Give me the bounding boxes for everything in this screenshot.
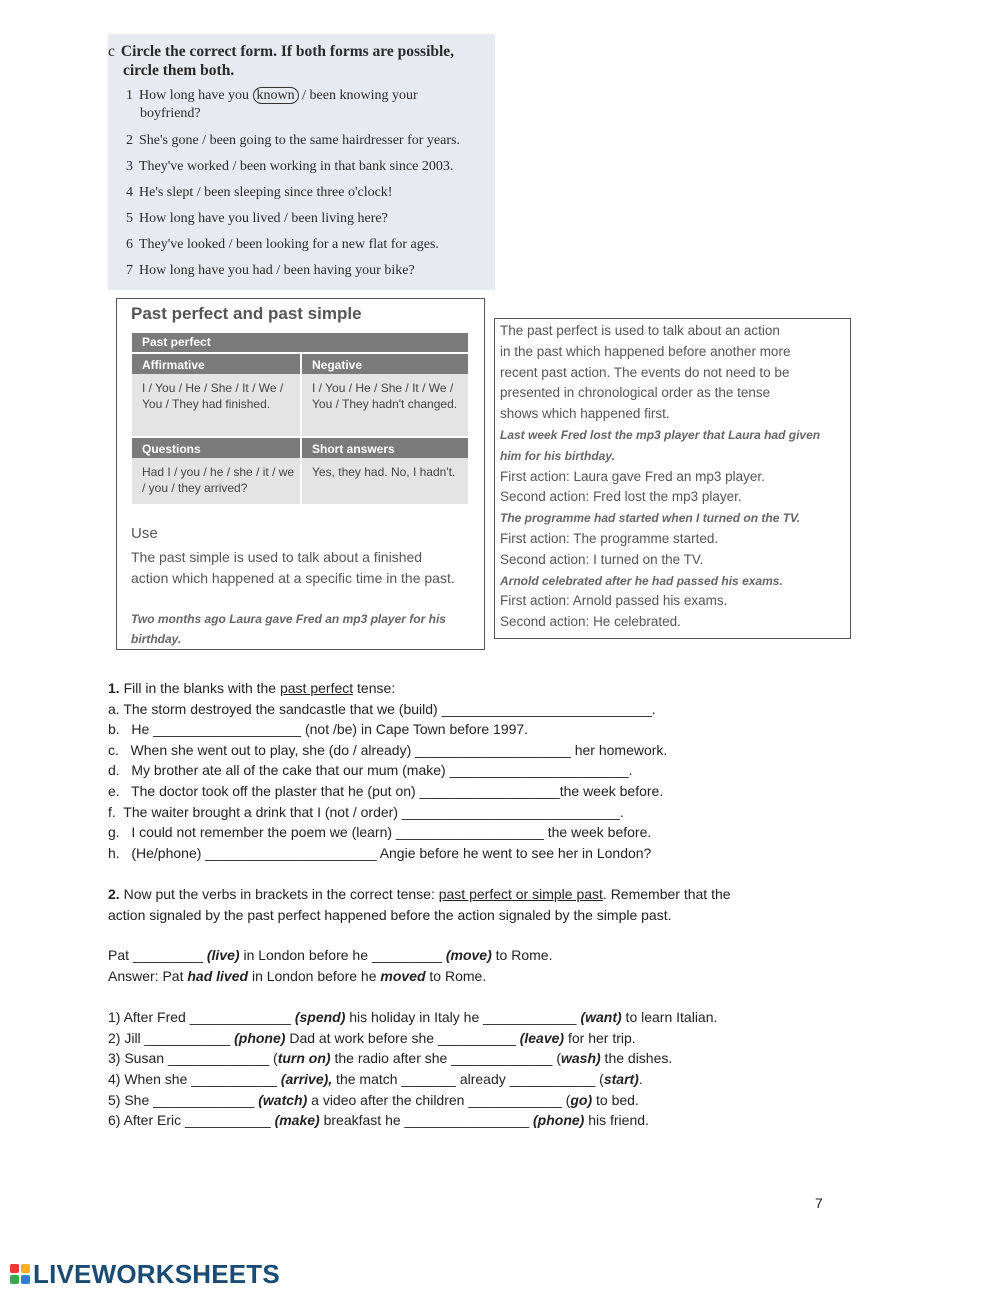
- exercise-1-item-f[interactable]: f. The waiter brought a drink that I (not / order) ____________________________.: [108, 804, 624, 820]
- page-number: 7: [815, 1195, 823, 1211]
- exercise-2-instruction: 2. Now put the verbs in brackets in the correct tense: past perfect or simple past. Remember that the: [108, 886, 731, 902]
- exercise-1-item-d[interactable]: d. My brother ate all of the cake that our mum (make) _______________________.: [108, 762, 633, 778]
- exercise-c-item-4: 4 He's slept / been sleeping since three o'clock!: [126, 185, 393, 200]
- grammar-line: Second action: Fred lost the mp3 player.: [500, 489, 742, 505]
- exercise-1-item-h[interactable]: h. (He/phone) ______________________ Angie before he went to see her in London?: [108, 845, 652, 861]
- exercise-2-item-3[interactable]: 3) Susan _____________ (turn on) the radio after she _____________ (wash) the dishes.: [108, 1050, 673, 1066]
- header-questions: Questions: [132, 436, 300, 458]
- liveworksheets-logo[interactable]: [10, 1259, 280, 1289]
- grammar-line: First action: Arnold passed his exams.: [500, 593, 728, 609]
- exercise-2-item-4[interactable]: 4) When she ___________ (arrive), the match _______ already ___________ (start).: [108, 1071, 643, 1087]
- exercise-1-item-b[interactable]: b. He ___________________ (not /be) in Cape Town before 1997.: [108, 721, 529, 737]
- grammar-example: Arnold celebrated after he had passed his exams.: [500, 573, 783, 588]
- grammar-line: shows which happened first.: [500, 406, 670, 422]
- cell-affirmative: I / You / He / She / It / We / You / They had finished.: [132, 374, 300, 436]
- grammar-example: him for his birthday.: [500, 448, 615, 463]
- circled-answer[interactable]: known: [253, 87, 299, 104]
- grammar-line: First action: The programme started.: [500, 530, 719, 546]
- cell-negative: I / You / He / She / It / We / You / They hadn't changed.: [300, 374, 468, 436]
- grammar-box-past-perfect: [494, 318, 851, 639]
- exercise-1-item-g[interactable]: g. I could not remember the poem we (learn) ___________________ the week before.: [108, 824, 652, 840]
- exercise-c-item-1: 1 How long have you known / been knowing your boyfriend?: [126, 88, 418, 121]
- exercise-2-example: Pat _________ (live) in London before he _________ (move) to Rome.: [108, 947, 553, 963]
- logo-icon: [10, 1264, 30, 1284]
- exercise-2-item-6[interactable]: 6) After Eric ___________ (make) breakfast he ________________ (phone) his friend.: [108, 1112, 649, 1128]
- exercise-1-instruction: 1. Fill in the blanks with the past perfect tense:: [108, 680, 396, 696]
- exercise-2-instruction-cont: action signaled by the past perfect happened before the action signaled by the simple past.: [108, 907, 672, 923]
- grammar-title: Past perfect and past simple: [131, 304, 362, 323]
- exercise-c-item-2: 2 She's gone / been going to the same hairdresser for years.: [126, 133, 460, 148]
- exercise-1-item-c[interactable]: c. When she went out to play, she (do / already) ____________________ her homework.: [108, 742, 668, 758]
- exercise-c-instruction: c Circle the correct form. If both forms are possible, circle them both.: [108, 43, 455, 79]
- header-negative: Negative: [300, 352, 468, 374]
- exercise-1-item-e[interactable]: e. The doctor took off the plaster that he (put on) __________________the week before.: [108, 783, 664, 799]
- exercise-c-item-6: 6 They've looked / been looking for a new flat for ages.: [126, 237, 439, 252]
- header-short-answers: Short answers: [300, 436, 468, 458]
- table-title: Past perfect: [132, 333, 468, 352]
- grammar-line: recent past action. The events do not need to be: [500, 364, 790, 380]
- use-example: Two months ago Laura gave Fred an mp3 player for his birthday.: [131, 612, 446, 646]
- use-text: The past simple is used to talk about a finished action which happened at a specific time in the past.: [131, 549, 455, 586]
- grammar-example: Last week Fred lost the mp3 player that Laura had given: [500, 427, 821, 442]
- grammar-box-past-simple: [116, 298, 485, 650]
- grammar-line: The past perfect is used to talk about an action: [500, 323, 780, 338]
- exercise-2-answer: Answer: Pat had lived in London before he moved to Rome.: [108, 968, 487, 984]
- grammar-line: First action: Laura gave Fred an mp3 player.: [500, 468, 765, 484]
- exercise-c-item-3: 3 They've worked / been working in that bank since 2003.: [126, 159, 454, 174]
- exercise-c-item-7: 7 How long have you had / been having your bike?: [126, 263, 415, 278]
- exercise-2-item-2[interactable]: 2) Jill ___________ (phone) Dad at work before she __________ (leave) for her trip.: [108, 1030, 636, 1046]
- grammar-example: The programme had started when I turned on the TV.: [500, 511, 801, 526]
- cell-short-answers: Yes, they had. No, I hadn't.: [300, 458, 468, 504]
- exercise-c-item-5: 5 How long have you lived / been living here?: [126, 211, 388, 226]
- use-heading: Use: [131, 525, 158, 542]
- past-perfect-table: [132, 333, 468, 504]
- grammar-line: in the past which happened before another more: [500, 343, 791, 359]
- grammar-line: Second action: He celebrated.: [500, 614, 681, 630]
- exercise-2-item-5[interactable]: 5) She _____________ (watch) a video after the children ____________ (go) to bed.: [108, 1092, 639, 1108]
- exercise-1-item-a[interactable]: a. The storm destroyed the sandcastle that we (build) ___________________________.: [108, 701, 656, 717]
- cell-questions: Had I / you / he / she / it / we / you / they arrived?: [132, 458, 300, 504]
- exercise-2-item-1[interactable]: 1) After Fred _____________ (spend) his holiday in Italy he ____________ (want) to learn Italian.: [108, 1009, 718, 1025]
- logo-text: LIVEWORKSHEETS: [33, 1258, 280, 1289]
- exercise-c-scan: [108, 34, 495, 290]
- grammar-line: presented in chronological order as the tense: [500, 385, 771, 401]
- header-affirmative: Affirmative: [132, 352, 300, 374]
- grammar-line: Second action: I turned on the TV.: [500, 551, 704, 567]
